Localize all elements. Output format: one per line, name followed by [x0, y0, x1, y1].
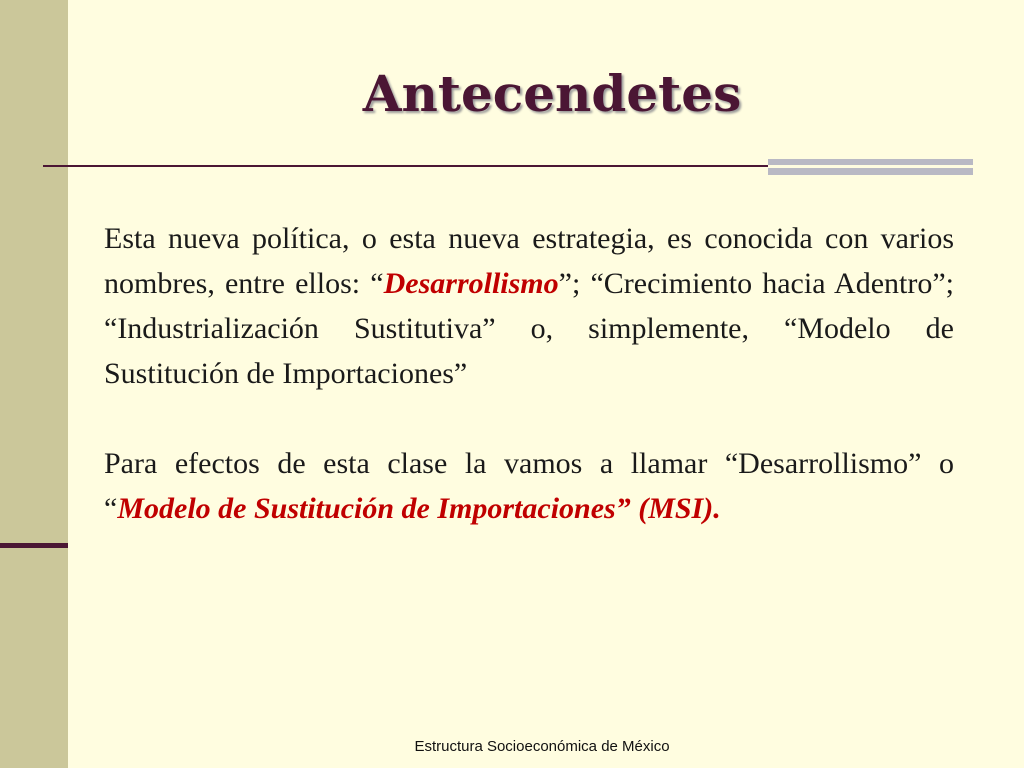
paragraph-1-text-b: ”; “Crecimiento hacia Adentro”; “Industrialización Sustitutiva” o, simplemente, “Modelo de Sustitución de Importaciones” — [104, 267, 954, 390]
paragraph-1-text-a: Esta nueva política, o esta nueva estrategia, es conocida con varios nombres, entre ellos: “ — [104, 222, 954, 300]
paragraph-1 — [104, 216, 954, 396]
paragraph-2-highlight: Modelo de Sustitución de Importaciones” (MSI). — [117, 492, 721, 525]
paragraph-2 — [104, 441, 954, 531]
title-underline — [43, 165, 768, 167]
slide-title: Antecendetes — [362, 64, 742, 123]
slide-footer: Estructura Socioeconómica de México — [414, 738, 670, 755]
paragraph-2-text-a: Para efectos de esta clase la vamos a llamar “Desarrollismo” o “ — [104, 447, 954, 525]
side-accent-line — [0, 543, 68, 548]
paragraph-1-highlight: Desarrollismo — [383, 267, 559, 300]
title-decor-bar — [768, 159, 973, 177]
slide-body — [104, 216, 954, 531]
